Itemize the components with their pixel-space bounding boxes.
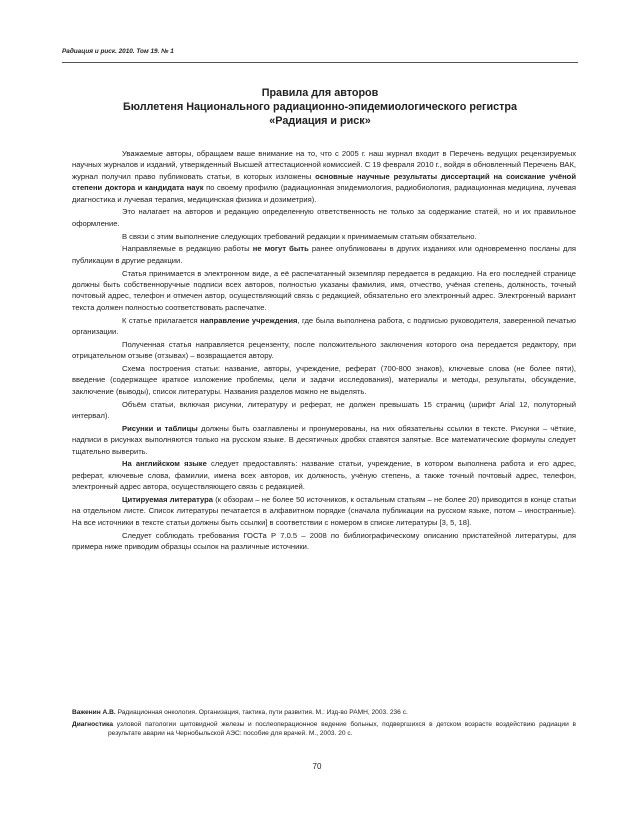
- reference-list: [72, 708, 576, 742]
- running-header: Радиация и риск. 2010. Том 19. № 1: [62, 48, 174, 55]
- text-segment: Статья принимается в электронном виде, а её распечатанный экземпляр передается в редакцию. На его последней странице должны быть собственноручные подписи всех авторов, полностью указаны фамилия, имя, отчество, учёная степень, должность, точный почтовый адрес, телефон и отмечен автор, осуществляющий связь с редакцией, обязательно его электронный адрес. Электронный вариант текста должен полностью соответствовать распечатке.: [72, 268, 576, 312]
- bold-text: Важенин А.В.: [72, 709, 116, 716]
- article-body: [72, 148, 576, 554]
- text-segment: Радиационная онкология. Организация, тактика, пути развития. М.: Изд-во РАМН, 2003. 236 с.: [115, 709, 408, 716]
- paragraph: [72, 399, 576, 422]
- title-line-3: «Радиация и риск»: [269, 115, 371, 127]
- paragraph: [72, 458, 576, 492]
- text-segment: ранее опубликованы в других изданиях или одновременно посланы для публикации в другие редакции.: [72, 244, 576, 265]
- text-segment: Уважаемые авторы, обращаем ваше внимание на то, что с 2005 г. наш журнал входит в Перечень ведущих рецензируемых научных журналов и изданий, утвержденный Высшей аттестационной комиссией. С 19 февраля 2010 г., войдя в обновленный Перечень ВАК, журнал получил право публиковать статьи, в которых изложены: [72, 149, 576, 181]
- reference-item: [72, 720, 576, 738]
- text-segment: Полученная статья направляется рецензенту, после положительного заключения которого она передается редактору, при отрицательном отзыве (отзывах) – возвращается автору.: [72, 339, 576, 361]
- bold-text: не могут быть: [252, 244, 309, 254]
- bold-text: На английском языке: [122, 459, 207, 469]
- title-line-2: Бюллетеня Национального радиационно-эпидемиологического регистра: [122, 101, 518, 113]
- text-segment: Схема построения статьи: название, авторы, учреждение, реферат (700-800 знаков), ключевые слова (не более пяти), введение (содержащее краткое изложение проблемы, цели и задачи исследования), материалы и методы, результаты, обсуждение, заключение (выводы), список литературы. Названия разделов можно не выделять.: [72, 364, 576, 396]
- paragraph: [72, 530, 576, 553]
- paragraph: [72, 315, 576, 338]
- paragraph: [72, 231, 576, 242]
- text-segment: Объём статьи, включая рисунки, литературу и реферат, не должен превышать 15 страниц (шрифт Arial 12, полуторный интервал).: [72, 399, 576, 421]
- bold-text: Рисунки и таблицы: [122, 423, 198, 433]
- paragraph: [72, 363, 576, 397]
- paragraph: [72, 339, 576, 362]
- text-segment: (к обзорам – не более 50 источников, к остальным статьям – не более 20) приводится в конце статьи на отдельном листе. Список литературы печатается в алфавитном порядке (сначала публикации на русском языке, потом – иностранные). На все источники в тексте статьи должны быть ссылки] в соответствии с номером в списке литературы [3, 5, 18].: [72, 495, 576, 527]
- paragraph: [72, 148, 576, 205]
- paragraph: [72, 494, 576, 528]
- bold-text: Диагностика: [72, 721, 114, 729]
- bold-text: направление учреждения: [200, 315, 298, 325]
- paragraph: [72, 268, 576, 314]
- reference-item: [72, 708, 576, 717]
- text-segment: В связи с этим выполнение следующих требований редакции к принимаемым статьям обязательно.: [122, 231, 477, 241]
- text-segment: Следует соблюдать требования ГОСТа Р 7.0.5 – 2008 по библиографическому описанию пристатейной литературы, для примера ниже приводим образцы ссылок на различные источники.: [72, 530, 576, 552]
- header-rule: [62, 62, 578, 63]
- bold-text: основные научные результаты диссертаций на соискание учёной степени доктора и кандидата наук: [72, 171, 576, 193]
- text-segment: узловой патологии щитовидной железы и послеоперационное ведение больных, подвергшихся в детском возрасте воздействию радиации в результате аварии на Чернобыльской АЭС: пособие для врачей. М., 2003. 20 с.: [108, 721, 576, 738]
- text-segment: , где была выполнена работа, с подписью руководителя, заверенной печатью организации.: [72, 315, 576, 337]
- text-segment: следует предоставлять: название статьи, учреждение, в котором выполнена работа и его адрес, реферат, ключевые слова, фамилии, имена всех авторов, их должность, учёную степень, а также точный почтовый адрес, телефон, электронный адрес автора, осуществляющего связь с редакцией.: [72, 459, 576, 492]
- text-segment: Это налагает на авторов и редакцию определенную ответственность не только за содержание статей, но и их правильное оформление.: [72, 207, 576, 228]
- text-segment: должны быть озаглавлены и пронумерованы, на них обязательны ссылки в тексте. Рисунки – чёткие, надписи в рисунках выполняются только на русском языке. В десятичных дробях ставятся запятые. Все математические формулы следует тщательно выверить.: [72, 423, 576, 456]
- page-number: 70: [312, 762, 322, 771]
- paragraph: [72, 206, 576, 229]
- paragraph: [72, 423, 576, 457]
- text-segment: Направляемые в редакцию работы: [122, 244, 253, 254]
- title-line-1: Правила для авторов: [261, 87, 379, 99]
- text-segment: по своему профилю (радиационная эпидемиология, радиобиология, радиационная медицина, лучевая диагностика и лучевая терапия, медицинская физика и дозиметрия).: [72, 183, 576, 204]
- bold-text: Цитируемая литература: [122, 495, 213, 505]
- text-segment: К статье прилагается: [122, 315, 201, 325]
- paragraph: [72, 243, 576, 266]
- page-title: [62, 86, 578, 128]
